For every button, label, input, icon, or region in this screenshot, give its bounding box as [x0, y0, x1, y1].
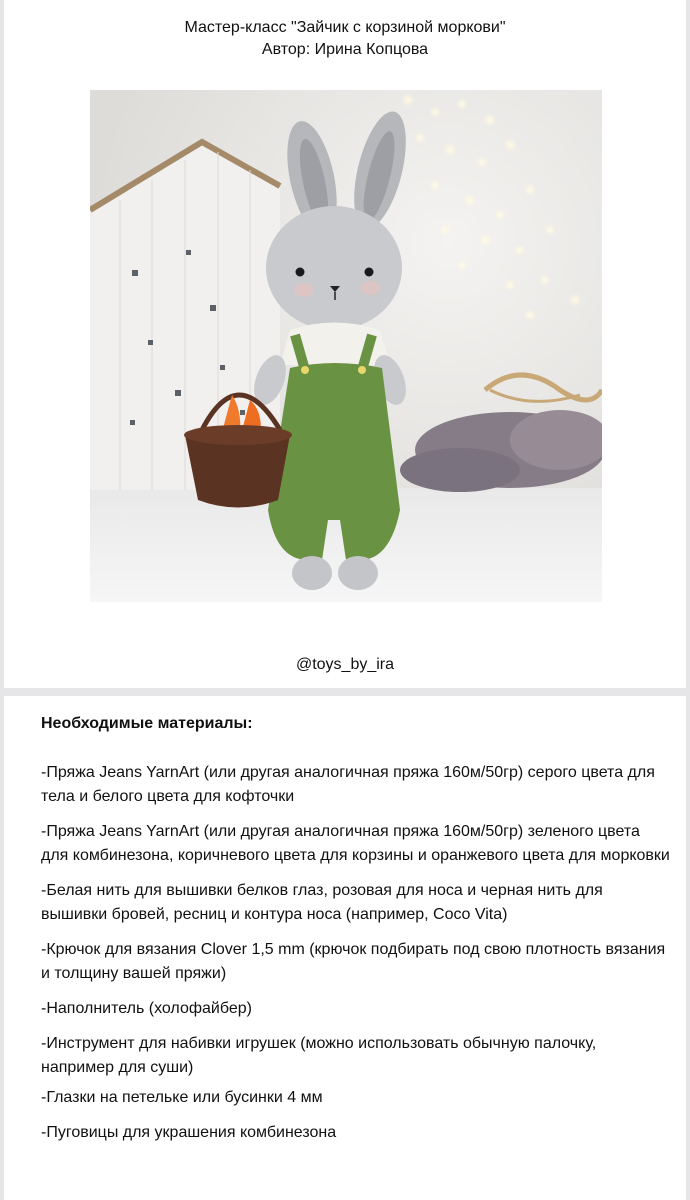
materials-list — [41, 761, 671, 1145]
list-item: -Крючок для вязания Clover 1,5 mm (крючок подбирать под свою плотность вязания и толщину вашей пряжи) — [41, 941, 666, 982]
list-item: -Пряжа Jeans YarnArt (или другая аналогичная пряжа 160м/50гр) серого цвета для тела и белого цвета для кофточки — [41, 764, 655, 805]
instagram-handle: @toys_by_ira — [295, 656, 395, 673]
list-item: -Наполнитель (холофайбер) — [41, 1000, 252, 1017]
title-block — [4, 17, 686, 61]
author-line: Автор: Ирина Копцова — [261, 41, 429, 58]
document-title: Мастер-класс "Зайчик с корзиной моркови" — [184, 19, 506, 36]
bunny-head — [266, 206, 402, 330]
list-item: -Пуговицы для украшения комбинезона — [41, 1124, 337, 1141]
pattern-cover-page — [4, 0, 686, 688]
list-item: -Глазки на петельке или бусинки 4 мм — [41, 1089, 323, 1106]
materials-section — [41, 713, 671, 1156]
bunny-photo — [90, 90, 602, 602]
list-item: -Белая нить для вышивки белков глаз, розовая для носа и черная нить для вышивки бровей, ресниц и контура носа (например, Coco Vita) — [41, 882, 603, 923]
materials-page — [4, 696, 686, 1200]
list-item: -Пряжа Jeans YarnArt (или другая аналогичная пряжа 160м/50гр) зеленого цвета для комбинезона, коричневого цвета для корзины и оранжевого цвета для морковки — [41, 823, 670, 864]
materials-heading: Необходимые материалы: — [41, 715, 253, 732]
list-item: -Инструмент для набивки игрушек (можно использовать обычную палочку, например для суши) — [41, 1035, 597, 1076]
